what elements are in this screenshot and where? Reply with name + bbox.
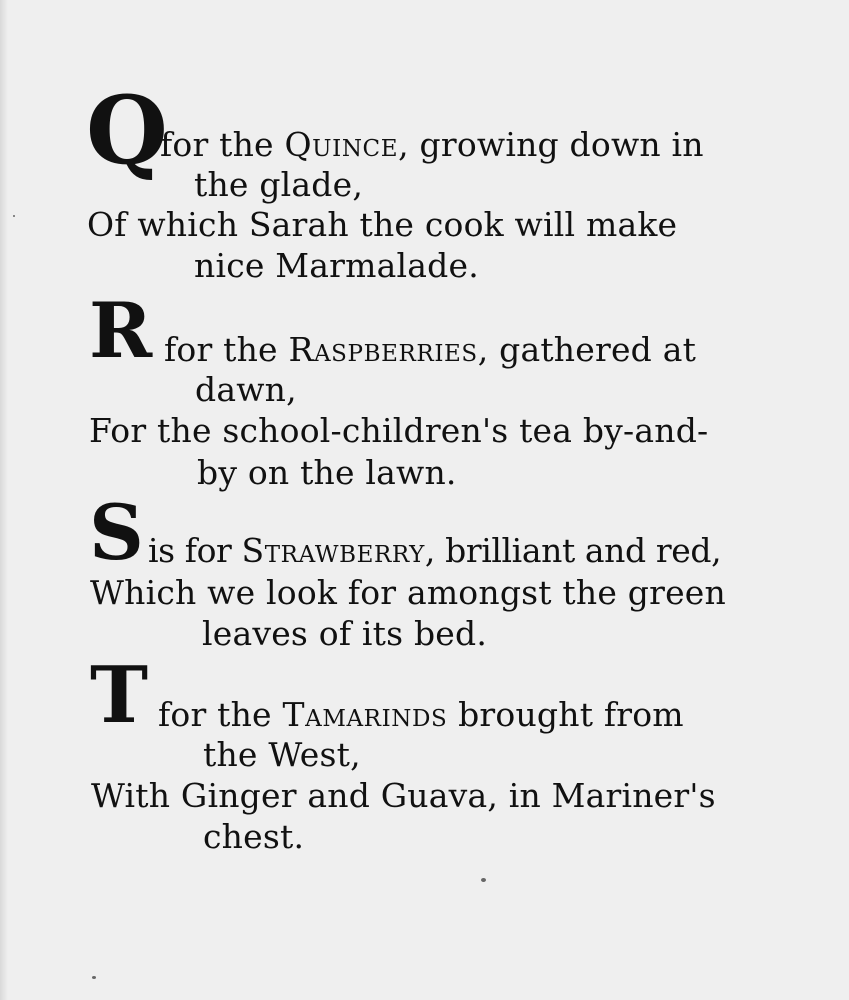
fruit-name-quince: Quince bbox=[284, 125, 399, 164]
verse-t-line-4: chest. bbox=[203, 817, 305, 856]
paper-speck bbox=[13, 215, 15, 217]
verse-s-line-1 bbox=[148, 533, 721, 569]
verse-r-line-2: dawn, bbox=[195, 370, 297, 409]
verse-q-prefix: for the bbox=[160, 125, 274, 164]
verse-t-line-2: the West, bbox=[203, 735, 361, 774]
verse-s-line-2: Which we look for amongst the green bbox=[90, 573, 726, 612]
drop-cap-r: R bbox=[89, 286, 153, 375]
verse-s-line-3: leaves of its bed. bbox=[202, 614, 488, 653]
verse-r-line-1 bbox=[164, 332, 696, 368]
drop-cap-s: S bbox=[89, 488, 144, 577]
fruit-name-raspberries: Raspberries bbox=[288, 330, 478, 369]
drop-cap-q: Q bbox=[86, 76, 168, 186]
verse-t-suffix: brought from bbox=[447, 695, 684, 734]
fruit-name-tamarinds: Tamarinds bbox=[282, 695, 448, 734]
paper-speck bbox=[92, 976, 96, 979]
verse-q-line-3: Of which Sarah the cook will make bbox=[87, 205, 678, 244]
verse-r-suffix: , gathered at bbox=[477, 330, 697, 369]
fruit-name-strawberry: Strawberry bbox=[241, 531, 425, 570]
paper-speck bbox=[481, 878, 486, 882]
verse-t-line-1 bbox=[158, 697, 684, 733]
verse-s-prefix: is for bbox=[148, 531, 232, 570]
verse-q-line-2: the glade, bbox=[194, 165, 364, 204]
verse-t-prefix: for the bbox=[158, 695, 272, 734]
verse-q-line-1 bbox=[160, 127, 704, 163]
verse-q-line-4: nice Marmalade. bbox=[194, 246, 479, 285]
verse-t-line-3: With Ginger and Guava, in Mariner's bbox=[91, 776, 716, 815]
verse-r-line-3: For the school-children's tea by-and- bbox=[89, 411, 709, 450]
verse-s-suffix: , brilliant and red, bbox=[424, 531, 722, 570]
verse-r-prefix: for the bbox=[164, 330, 278, 369]
verse-q-suffix: , growing down in bbox=[398, 125, 704, 164]
drop-cap-t: T bbox=[90, 650, 149, 741]
page-edge-shadow bbox=[0, 0, 8, 1000]
verse-r-line-4: by on the lawn. bbox=[197, 453, 457, 492]
